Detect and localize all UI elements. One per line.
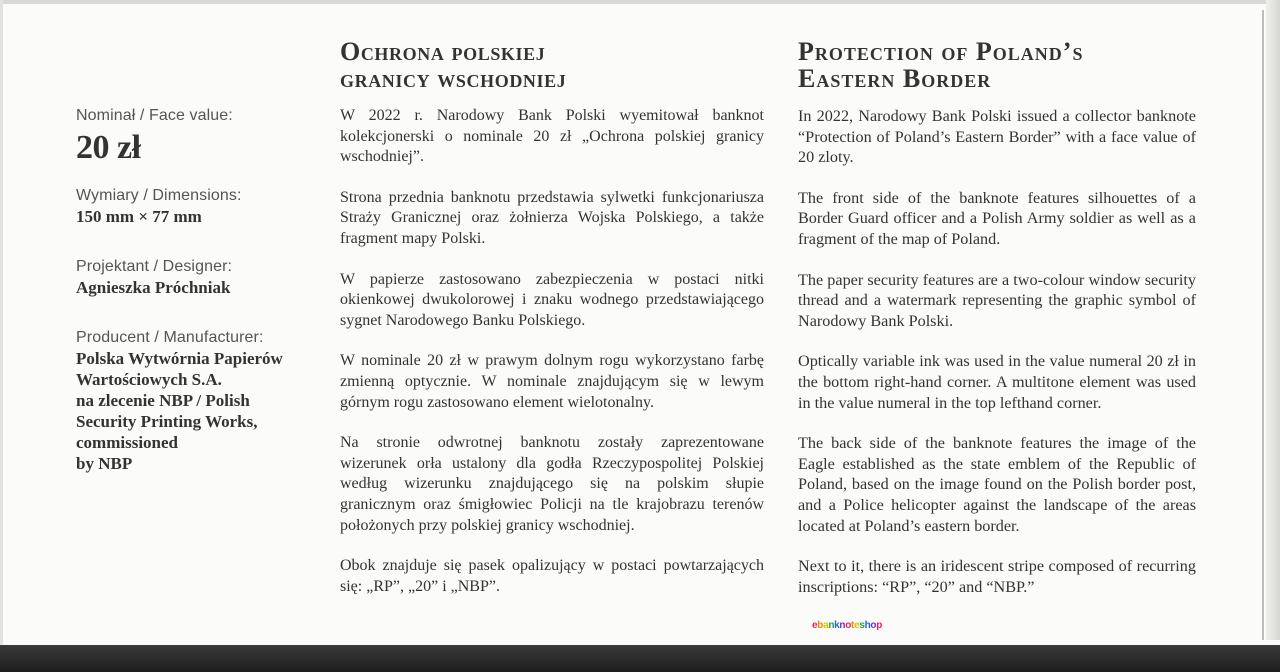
watermark-letter: t	[851, 620, 855, 631]
bottom-edge-band	[0, 645, 1280, 672]
face-value: 20 zł	[76, 129, 141, 166]
polish-column	[340, 38, 764, 617]
english-paragraph: The paper security features are a two-colour window security thread and a watermark representing the graphic symbol of Narodowy Bank Polski.	[798, 270, 1196, 330]
dimensions-value: 150 mm × 77 mm	[76, 207, 202, 226]
manufacturer-line: Security Printing Works,	[76, 412, 258, 431]
watermark-letter: n	[828, 620, 835, 631]
english-paragraph: Next to it, there is an iridescent stripe composed of recurring inscriptions: “RP”, “20” and “NBP.”	[798, 557, 1196, 596]
watermark-letter: b	[817, 620, 824, 631]
right-edge	[1266, 0, 1280, 640]
manufacturer-line: Wartościowych S.A.	[76, 370, 222, 389]
manufacturer-label: Producent / Manufacturer:	[76, 329, 264, 346]
face-value-block	[76, 106, 316, 168]
manufacturer-line: commissioned	[76, 433, 178, 452]
polish-paragraph: Strona przednia banknotu przedstawia sylwetki funkcjonariusza Straży Granicznej oraz żołnierza Wojska Polskiego, a także fragment mapy Polski.	[340, 188, 764, 247]
dimensions-label: Wymiary / Dimensions:	[76, 187, 242, 204]
watermark-letter: n	[839, 620, 846, 631]
watermark-letter: a	[823, 620, 829, 631]
watermark-letter: p	[876, 620, 883, 631]
english-heading-line: Protection of Poland’s	[798, 37, 1084, 66]
watermark-letter: e	[854, 620, 860, 631]
face-value-label: Nominał / Face value:	[76, 107, 233, 124]
manufacturer-block	[76, 328, 316, 474]
left-edge	[0, 0, 3, 672]
english-paragraph: The back side of the banknote features the image of the Eagle established as the state emblem of the Republic of Poland, based on the image found on the Polish border post, and a Police helicopter against the landscape of the areas located at Poland’s eastern border.	[798, 434, 1196, 535]
specifications	[76, 106, 316, 492]
english-column	[798, 38, 1196, 617]
polish-heading	[340, 38, 764, 92]
english-paragraph: The front side of the banknote features silhouettes of a Border Guard officer and a Polish Army soldier as well as a fragment of the map of Poland.	[798, 188, 1196, 248]
english-paragraph: In 2022, Narodowy Bank Polski issued a collector banknote “Protection of Poland’s Eastern Border” with a face value of 20 zloty.	[798, 107, 1196, 167]
fold-line	[1262, 10, 1264, 640]
manufacturer-line: by NBP	[76, 454, 133, 473]
polish-heading-line: Ochrona polskiej	[340, 37, 546, 66]
polish-paragraph: W nominale 20 zł w prawym dolnym rogu wykorzystano farbę zmienną optycznie. W nominale znajdującym się w lewym górnym rogu zastosowano element wielotonalny.	[340, 352, 764, 411]
watermark-letter: o	[845, 620, 852, 631]
watermark-letter: k	[834, 620, 840, 631]
designer-label: Projektant / Designer:	[76, 258, 233, 275]
designer-value: Agnieszka Próchniak	[76, 278, 231, 297]
polish-paragraph: Na stronie odwrotnej banknotu zostały zaprezentowane wizerunek orła ustalony dla godła Rzeczypospolitej Polskiej według wizerunku znajdującego się na polskim słupie granicznym oraz śmigłowiec Policji na tle krajobrazu terenów położonych przy polskiej granicy wschodniej.	[340, 434, 764, 534]
polish-heading-line: granicy wschodniej	[340, 64, 567, 93]
watermark-letter: s	[859, 620, 865, 631]
seller-watermark	[812, 620, 882, 631]
english-heading-line: Eastern Border	[798, 64, 992, 93]
manufacturer-line: na zlecenie NBP / Polish	[76, 391, 250, 410]
polish-paragraph: W papierze zastosowano zabezpieczenia w postaci nitki okienkowej dwukolorowej i znaku wodnego przedstawiającego sygnet Narodowego Banku Polskiego.	[340, 270, 764, 329]
english-paragraph: Optically variable ink was used in the value numeral 20 zł in the bottom right-hand corner. A multitone element was used in the value numeral in the top lefthand corner.	[798, 352, 1196, 412]
dimensions-block	[76, 186, 316, 227]
watermark-letter: h	[864, 620, 871, 631]
polish-paragraph: W 2022 r. Narodowy Bank Polski wyemitował banknot kolekcjonerski o nominale 20 zł „Ochrona polskiej granicy wschodniej”.	[340, 107, 764, 166]
manufacturer-line: Polska Wytwórnia Papierów	[76, 349, 283, 368]
designer-block	[76, 257, 316, 298]
top-edge	[0, 0, 1280, 4]
polish-paragraph: Obok znajduje się pasek opalizujący w postaci powtarzających się: „RP”, „20” i „NBP”.	[340, 557, 764, 595]
watermark-letter: e	[812, 620, 818, 631]
english-heading	[798, 38, 1196, 92]
watermark-letter: o	[870, 620, 877, 631]
